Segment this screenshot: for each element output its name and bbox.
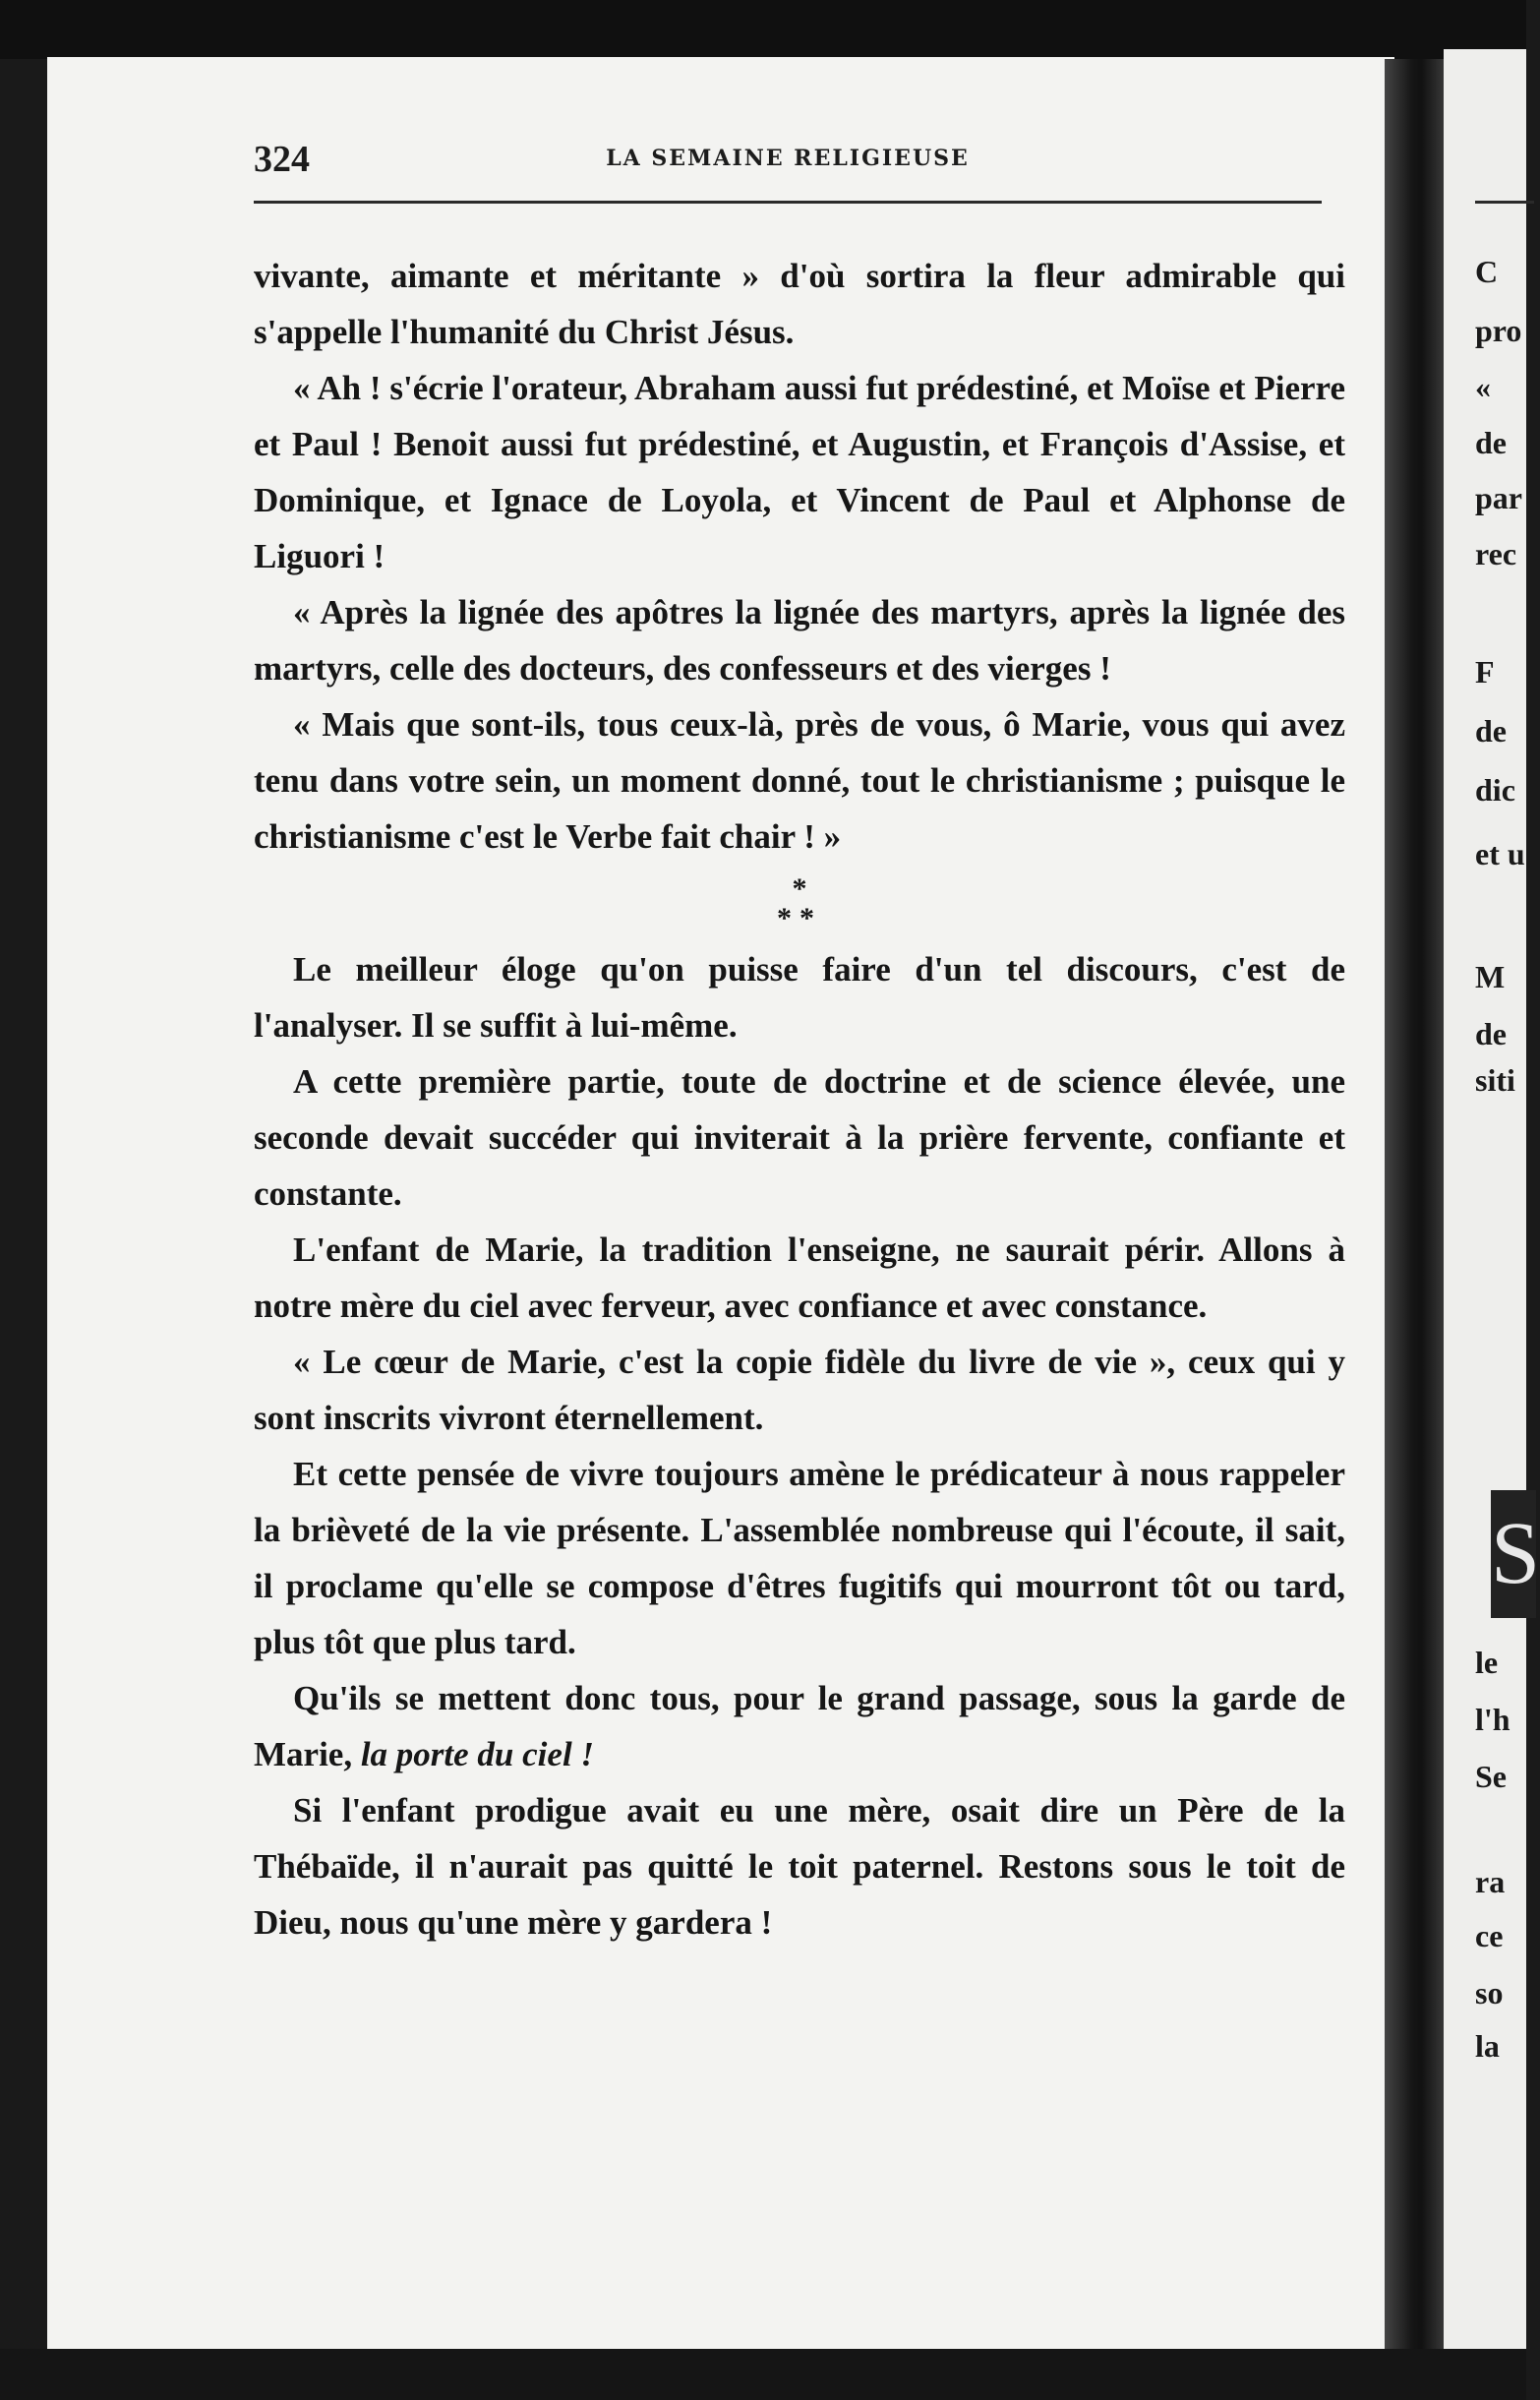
facing-fragment-13: siti: [1475, 1062, 1515, 1098]
paragraph-10-text: Qu'ils se mettent donc tous, pour le grand passage, sous la garde de Marie, la porte du ciel !: [254, 1679, 1345, 1773]
facing-fragment-16: l'h: [1475, 1702, 1510, 1737]
facing-fragment-18: ra: [1475, 1864, 1506, 1899]
header-rule: [254, 201, 1322, 204]
facing-fragment-8: de: [1475, 713, 1507, 749]
paragraph-11: Si l'enfant prodigue avait eu une mère, osait dire un Père de la Thébaïde, il n'aurait pas quitté le toit paternel. Restons sous le toit de Dieu, nous qu'une mère y gardera !: [254, 1791, 1345, 1942]
book-gutter: [1385, 59, 1446, 2351]
section-asterism: [254, 865, 1345, 941]
italic-phrase: la porte du ciel !: [360, 1735, 595, 1773]
page-header: [254, 138, 1322, 187]
scan-top-edge: [0, 0, 1526, 59]
paragraph-7: L'enfant de Marie, la tradition l'enseigne, ne saurait périr. Allons à notre mère du ciel avec ferveur, avec confiance et avec constance.: [254, 1230, 1345, 1325]
facing-fragment-21: la: [1475, 2028, 1500, 2064]
facing-fragment-10: et u: [1475, 836, 1525, 871]
facing-fragment-20: so: [1475, 1975, 1504, 2010]
facing-fragment-2: pro: [1475, 313, 1522, 348]
paragraph-3: « Après la lignée des apôtres la lignée des martyrs, après la lignée des martyrs, celle des docteurs, des confesseurs et des vierges !: [254, 593, 1345, 688]
facing-fragment-4: de: [1475, 425, 1507, 460]
paragraph-6: A cette première partie, toute de doctrine et de science élevée, une seconde devait succéder qui inviterait à la prière fervente, confiante et constante.: [254, 1062, 1345, 1213]
facing-fragment-12: de: [1475, 1016, 1507, 1051]
facing-fragment-11: M: [1475, 959, 1506, 994]
paragraph-5: Le meilleur éloge qu'on puisse faire d'un tel discours, c'est de l'analyser. Il se suffit à lui-même.: [254, 950, 1345, 1045]
facing-fragment-17: Se: [1475, 1759, 1507, 1794]
facing-fragment-3: «: [1475, 369, 1491, 404]
scan-bottom-edge: [0, 2349, 1526, 2400]
facing-drop-cap: S: [1491, 1490, 1536, 1618]
facing-fragment-19: ce: [1475, 1918, 1504, 1953]
paragraph-1: vivante, aimante et méritante » d'où sortira la fleur admirable qui s'appelle l'humanité du Christ Jésus.: [254, 257, 1345, 351]
facing-page-header-rule: [1475, 201, 1534, 204]
asterism-bottom: **: [777, 902, 822, 934]
paragraph-10: [254, 1670, 1345, 1782]
facing-fragment-9: dic: [1475, 772, 1515, 808]
paragraph-9: Et cette pensée de vivre toujours amène le prédicateur à nous rappeler la brièveté de la vie présente. L'assemblée nombreuse qui l'écoute, il sait, il proclame qu'elle se compose d'êtres fugitifs qui mourront tôt ou tard, plus tôt que plus tard.: [254, 1455, 1345, 1661]
facing-fragment-1: C: [1475, 254, 1499, 289]
article-body: [254, 248, 1345, 1950]
paragraph-8: « Le cœur de Marie, c'est la copie fidèle du livre de vie », ceux qui y sont inscrits vivront éternellement.: [254, 1343, 1345, 1437]
running-head: LA SEMAINE RELIGIEUSE: [606, 146, 970, 171]
facing-fragment-7: F: [1475, 654, 1495, 690]
paragraph-2: « Ah ! s'écrie l'orateur, Abraham aussi fut prédestiné, et Moïse et Pierre et Paul ! Benoit aussi fut prédestiné, et Augustin, et François d'Assise, et Dominique, et Ignace de Loyola, et Vincent de Paul et Alphonse de Liguori !: [254, 369, 1345, 575]
facing-fragment-5: par: [1475, 480, 1522, 515]
facing-fragment-6: rec: [1475, 536, 1517, 571]
page-number: 324: [254, 139, 310, 180]
paragraph-4: « Mais que sont-ils, tous ceux-là, près de vous, ô Marie, vous qui avez tenu dans votre sein, un moment donné, tout le christianisme ; puisque le christianisme c'est le Verbe fait chair ! »: [254, 705, 1345, 856]
asterism-top: *: [792, 872, 807, 905]
facing-fragment-15: le: [1475, 1645, 1499, 1680]
